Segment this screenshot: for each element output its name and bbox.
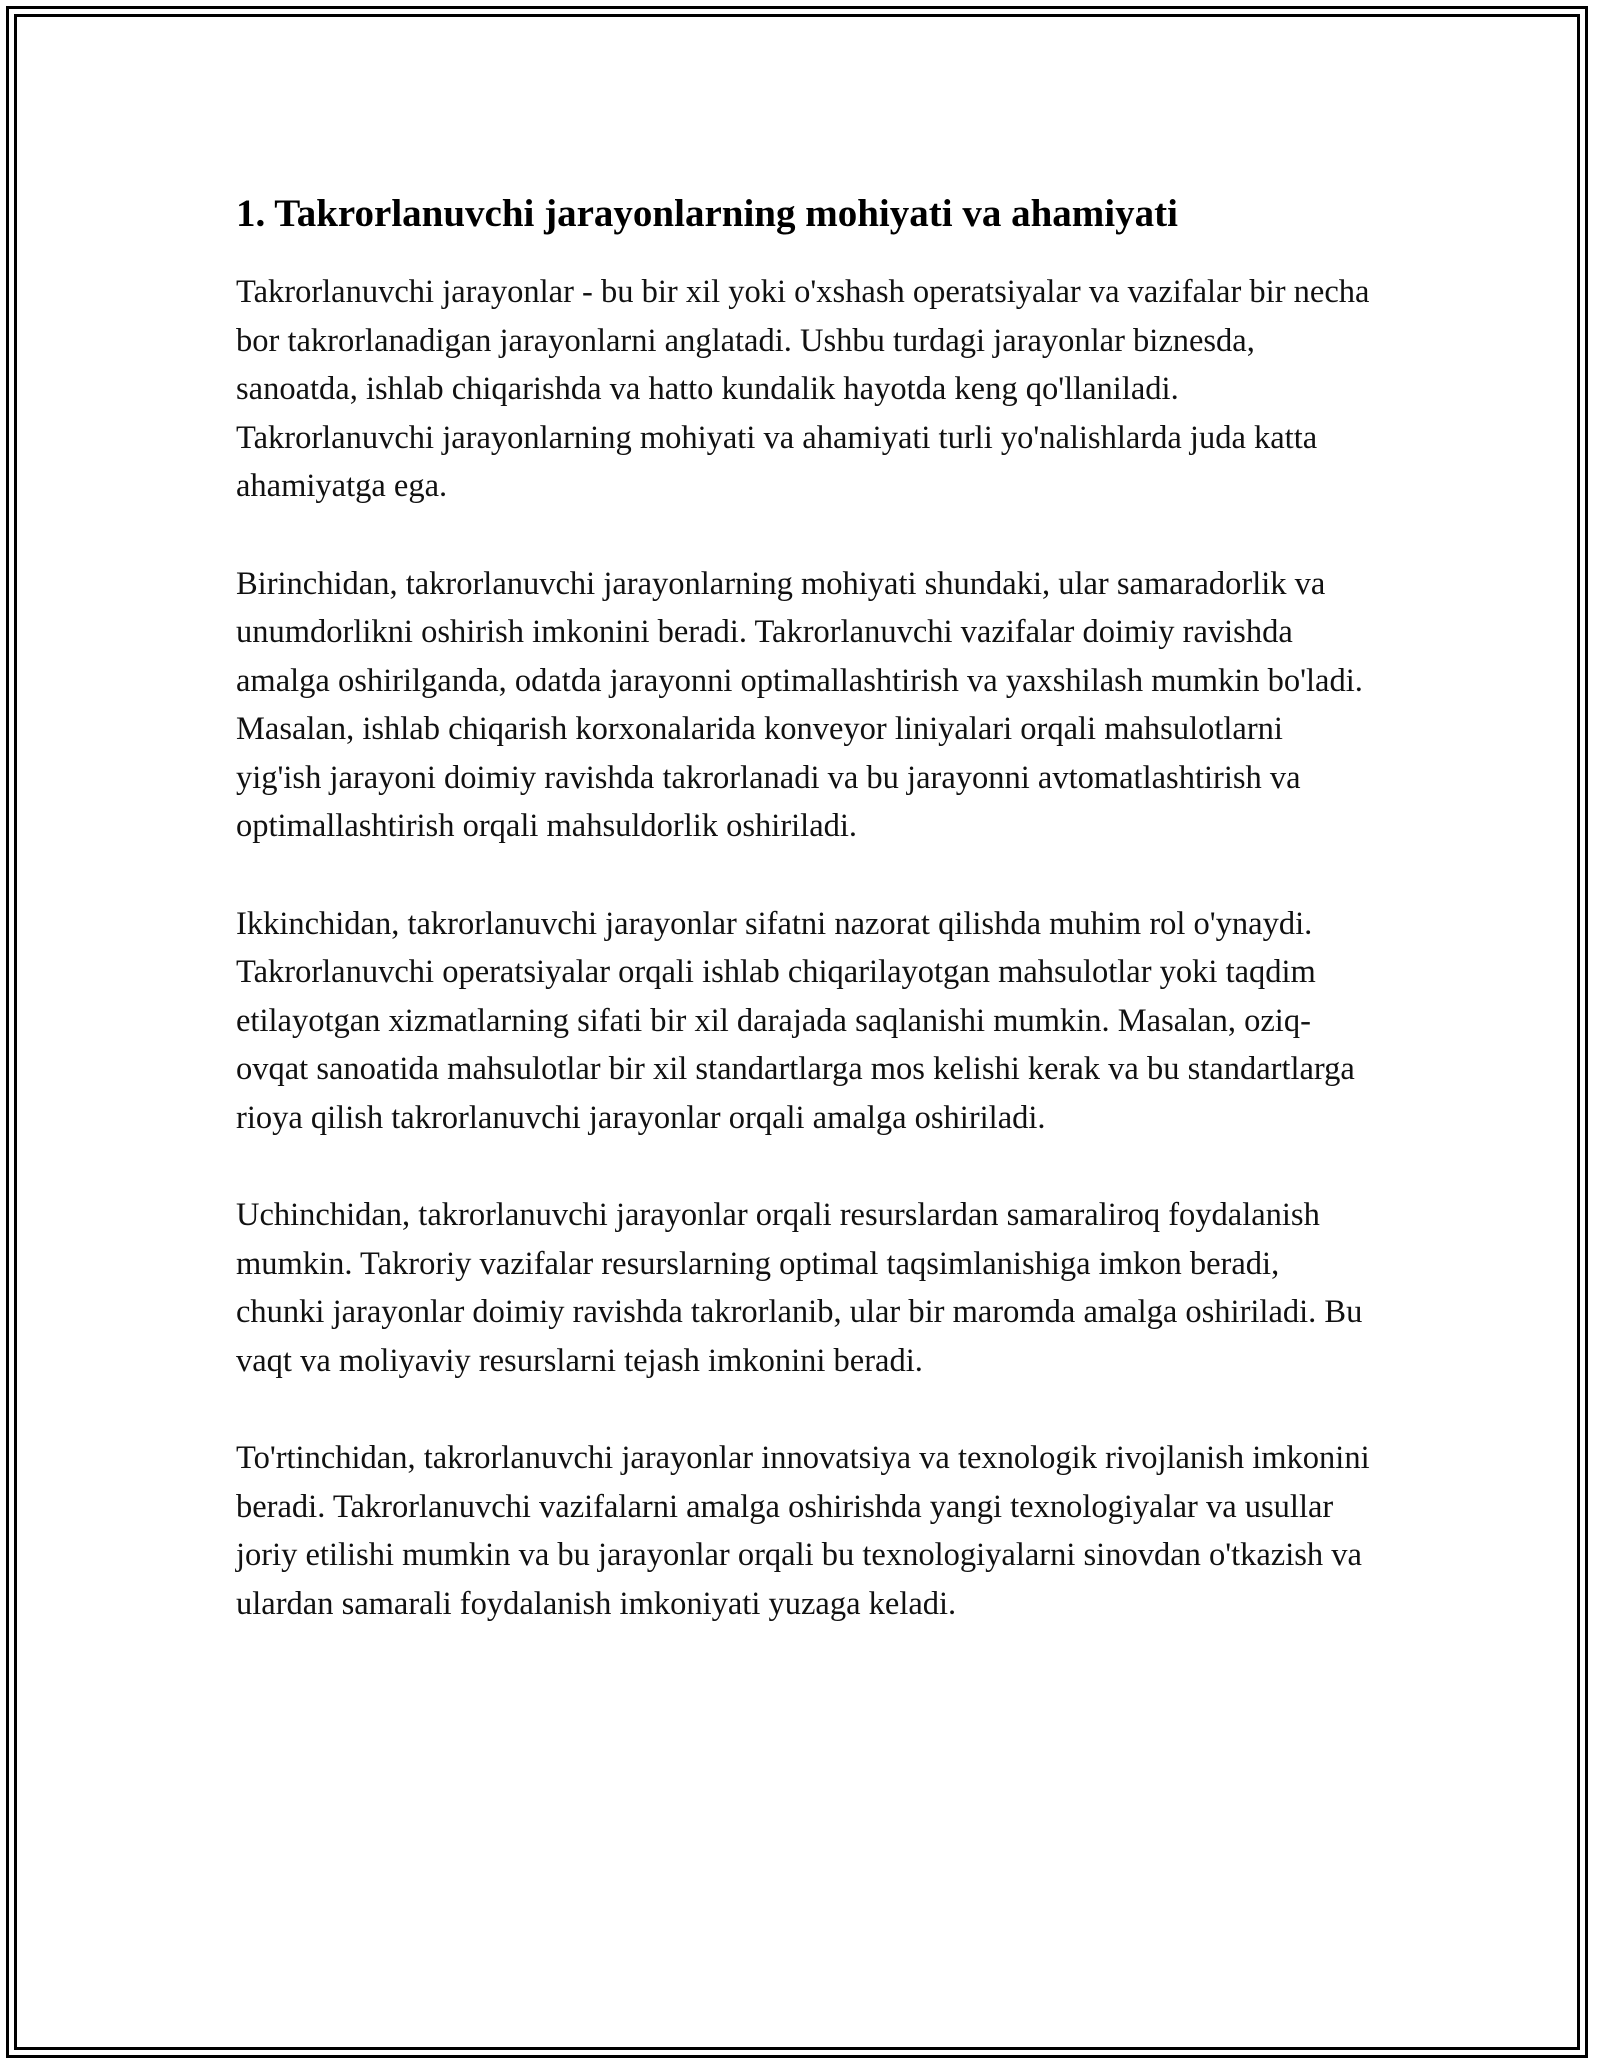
paragraph-first-point: Birinchidan, takrorlanuvchi jarayonlarning mohiyati shundaki, ular samaradorlik va unumdorlikni oshirish imkonini beradi. Takrorlanuvchi vazifalar doimiy ravishda amalga oshirilganda, odatda jarayonni optimallashtirish va yaxshilash mumkin bo'ladi. Masalan, ishlab chiqarish korxonalarida konveyor liniyalari orqali mahsulotlarni yig'ish jarayoni doimiy ravishda takrorlanadi va bu jarayonni avtomatlashtirish va optimallashtirish orqali mahsuldorlik oshiriladi. xyxy=(236,565,1363,844)
paragraph-second-point: Ikkinchidan, takrorlanuvchi jarayonlar sifatni nazorat qilishda muhim rol o'ynaydi. Takrorlanuvchi operatsiyalar orqali ishlab chiqarilayotgan mahsulotlar yoki taqdim etilayotgan xizmatlarning sifati bir xil darajada saqlanishi mumkin. Masalan, oziq-ovqat sanoatida mahsulotlar bir xil standartlarga mos kelishi kerak va bu standartlarga rioya qilish takrorlanuvchi jarayonlar orqali amalga oshiriladi. xyxy=(236,905,1355,1136)
paragraph-fourth-point: To'rtinchidan, takrorlanuvchi jarayonlar innovatsiya va texnologik rivojlanish imkonini beradi. Takrorlanuvchi vazifalarni amalga oshirishda yangi texnologiyalar va usullar joriy etilishi mumkin va bu jarayonlar orqali bu texnologiyalarni sinovdan o'tkazish va ulardan samarali foydalanish imkoniyati yuzaga keladi. xyxy=(236,1440,1370,1622)
document-body xyxy=(236,186,1370,1628)
paragraph-intro: Takrorlanuvchi jarayonlar - bu bir xil yoki o'xshash operatsiyalar va vazifalar bir necha bor takrorlanadigan jarayonlarni anglatadi. Ushbu turdagi jarayonlar biznesda, sanoatda, ishlab chiqarishda va hatto kundalik hayotda keng qo'llaniladi. Takrorlanuvchi jarayonlarning mohiyati va ahamiyati turli yo'nalishlarda juda katta ahamiyatga ega. xyxy=(236,274,1370,504)
section-heading: 1. Takrorlanuvchi jarayonlarning mohiyati va ahamiyati xyxy=(236,192,1178,235)
paragraph-third-point: Uchinchidan, takrorlanuvchi jarayonlar orqali resurslardan samaraliroq foydalanish mumkin. Takroriy vazifalar resurslarning optimal taqsimlanishiga imkon beradi, chunki jarayonlar doimiy ravishda takrorlanib, ular bir maromda amalga oshiriladi. Bu vaqt va moliyaviy resurslarni tejash imkonini beradi. xyxy=(236,1197,1363,1379)
